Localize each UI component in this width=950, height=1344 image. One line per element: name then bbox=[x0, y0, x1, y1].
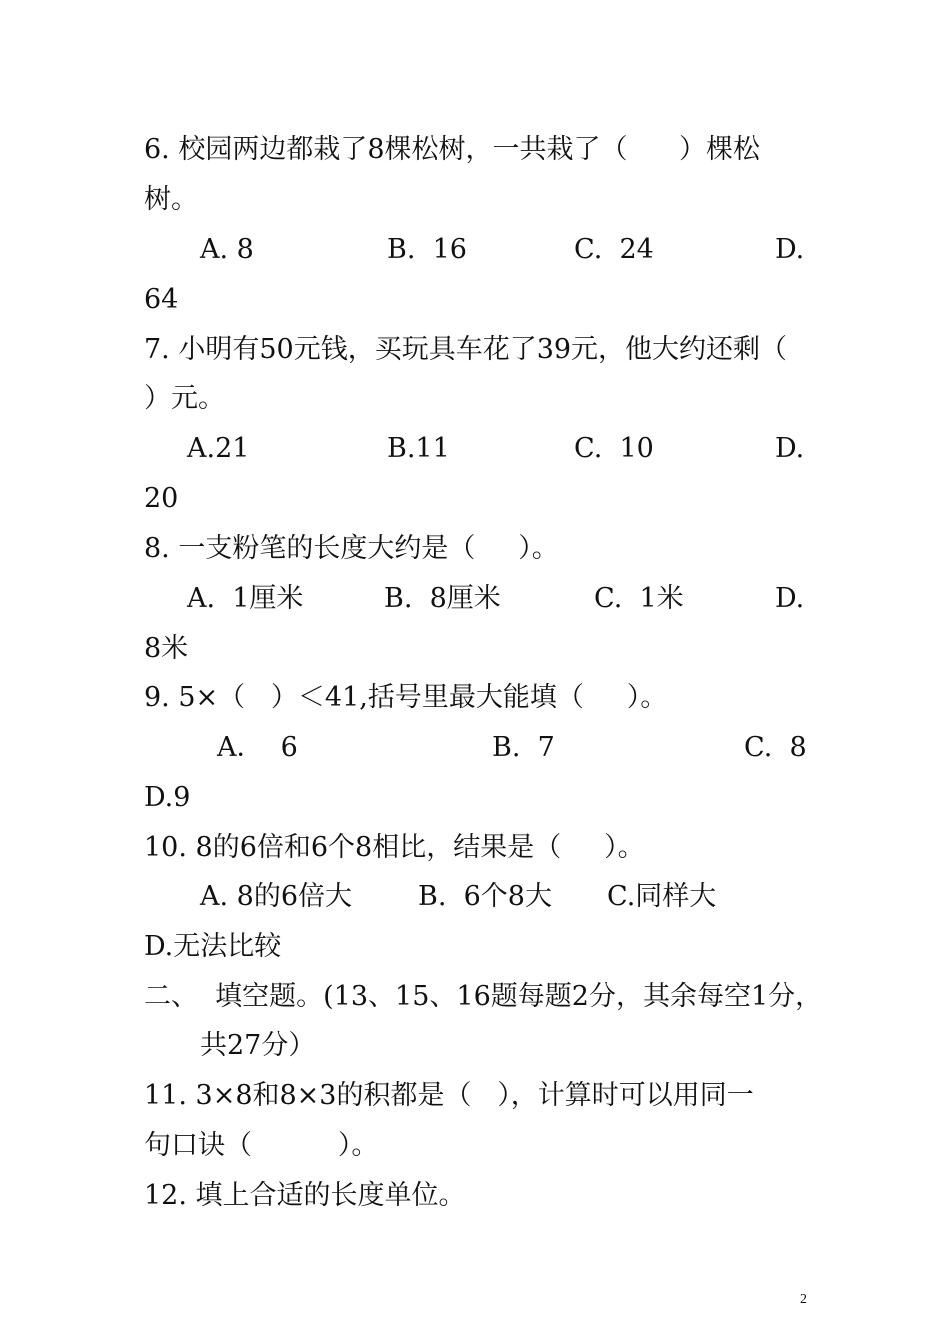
q9-stem-line1: 9. 5×（ ）＜41,括号里最大能填（ ）。 bbox=[144, 682, 668, 713]
q8-option-a: A. 1厘米 bbox=[187, 583, 304, 614]
q8-option-d: D. bbox=[775, 583, 805, 614]
q8-option-b: B. 8厘米 bbox=[384, 583, 501, 614]
q10-option-c: C.同样大 bbox=[607, 881, 717, 912]
q9-option-c: C. 8 bbox=[744, 732, 807, 763]
q10-option-a: A. 8的6倍大 bbox=[200, 881, 353, 912]
q8-stem-line1: 8. 一支粉笔的长度大约是（ ）。 bbox=[144, 533, 559, 564]
q6-option-b: B. 16 bbox=[387, 234, 467, 265]
q10-stem-line1: 10. 8的6倍和6个8相比，结果是（ ）。 bbox=[144, 832, 645, 863]
section2-heading-line1: 二、 填空题。(13、15、16题每题2分，其余每空1分， bbox=[144, 981, 823, 1012]
q11-stem-line1: 11. 3×8和8×3的积都是（ ），计算时可以用同一 bbox=[144, 1080, 754, 1111]
q9-option-a: A． 6 bbox=[217, 732, 298, 763]
q7-option-a: A.21 bbox=[187, 433, 250, 464]
q8-option-c: C. 1米 bbox=[594, 583, 684, 614]
q7-stem-line1: 7. 小明有50元钱，买玩具车花了39元，他大约还剩（ bbox=[144, 334, 788, 365]
q7-option-c: C. 10 bbox=[574, 433, 654, 464]
q6-option-d: D. bbox=[775, 234, 805, 265]
q8-option-d-value: 8米 bbox=[144, 633, 189, 664]
q7-stem-line2: ）元。 bbox=[144, 383, 225, 414]
q7-option-b: B.11 bbox=[387, 433, 450, 464]
q12-stem-line1: 12. 填上合适的长度单位。 bbox=[144, 1180, 466, 1211]
q6-stem-line2: 树。 bbox=[144, 184, 198, 215]
page-number: 2 bbox=[800, 1292, 807, 1307]
q10-option-d: D.无法比较 bbox=[144, 931, 282, 962]
q7-option-d-value: 20 bbox=[144, 483, 179, 514]
q6-option-a: A. 8 bbox=[200, 234, 254, 265]
section2-heading-line2: 共27分） bbox=[200, 1030, 316, 1061]
q7-option-d: D. bbox=[775, 433, 805, 464]
q6-option-d-value: 64 bbox=[144, 284, 179, 315]
q6-stem-line1: 6. 校园两边都栽了8棵松树，一共栽了（ ）棵松 bbox=[144, 134, 761, 165]
q9-option-b: B. 7 bbox=[492, 732, 555, 763]
q10-option-b: B. 6个8大 bbox=[418, 881, 552, 912]
q9-option-d: D.9 bbox=[144, 782, 191, 813]
q6-option-c: C. 24 bbox=[574, 234, 654, 265]
q11-stem-line2: 句口诀（ ）。 bbox=[144, 1130, 379, 1161]
